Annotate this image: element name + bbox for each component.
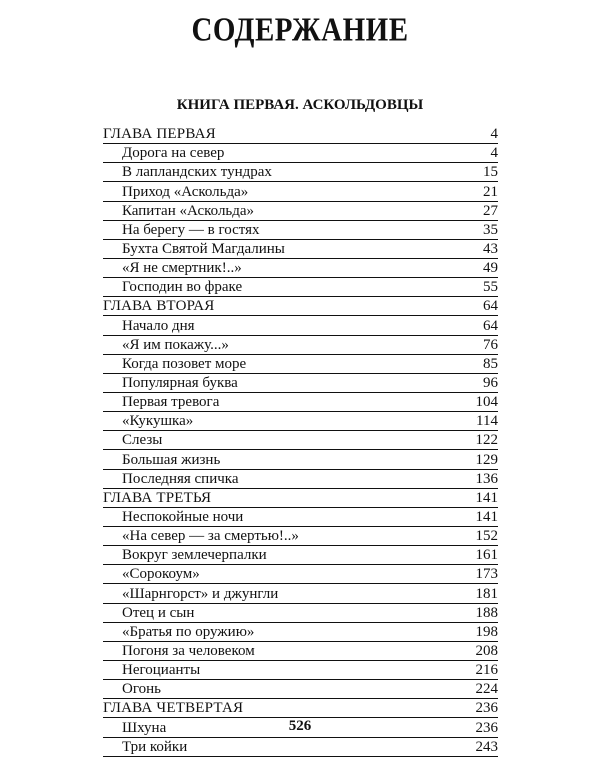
- toc-entry-title: Господин во фраке: [122, 279, 243, 296]
- toc-entry-title: Большая жизнь: [122, 451, 221, 468]
- toc-entry-title: В лапландских тундрах: [122, 164, 272, 181]
- toc-entry-title: «Братья по оружию»: [122, 623, 255, 640]
- toc-entry-row: [103, 259, 498, 278]
- toc-page-number: 104: [475, 394, 498, 411]
- toc-entry-title: На берегу — в гостях: [122, 221, 260, 238]
- toc-entry-title: Слезы: [122, 432, 163, 449]
- toc-chapter-row: [103, 699, 498, 718]
- toc-entry-row: [103, 221, 498, 240]
- toc-page-number: 236: [475, 719, 498, 736]
- toc-entry-row: [103, 393, 498, 412]
- toc-entry-row: [103, 202, 498, 221]
- toc-entry-title: Три койки: [122, 738, 188, 755]
- toc-chapter-row: [103, 297, 498, 316]
- page-number: 526: [288, 718, 312, 734]
- toc-entry-title: Приход «Аскольда»: [122, 183, 249, 200]
- toc-entry-row: [103, 680, 498, 699]
- toc-entry-title: Погоня за человеком: [122, 642, 255, 659]
- page-title: СОДЕРЖАНИЕ: [191, 11, 409, 49]
- toc-entry-row: [103, 412, 498, 431]
- toc-entry-title: «Шарнгорст» и джунгли: [122, 585, 279, 602]
- toc-entry-title: Неспокойные ночи: [122, 508, 244, 525]
- toc-page-number: 64: [483, 317, 498, 334]
- toc-page-number: 243: [475, 738, 498, 755]
- toc-entry-title: Огонь: [122, 681, 161, 698]
- book-heading: КНИГА ПЕРВАЯ. АСКОЛЬДОВЦЫ: [176, 97, 424, 113]
- toc-chapter-title: ГЛАВА ТРЕТЬЯ: [103, 489, 212, 506]
- toc-chapter-row: [103, 125, 498, 144]
- toc-entry-row: [103, 661, 498, 680]
- toc-page-number: 188: [475, 604, 498, 621]
- toc-entry-title: «Я им покажу...»: [122, 336, 229, 353]
- toc-page-number: 76: [483, 336, 498, 353]
- toc-page-number: 173: [475, 566, 498, 583]
- toc-entry-row: [103, 642, 498, 661]
- toc-entry-title: Первая тревога: [122, 394, 220, 411]
- toc-page-number: 96: [483, 374, 498, 391]
- toc-entry-row: [103, 144, 498, 163]
- toc-entry-row: [103, 565, 498, 584]
- toc-entry-row: [103, 336, 498, 355]
- toc-entry-title: Негоцианты: [122, 662, 201, 679]
- toc-page-number: 198: [475, 623, 498, 640]
- toc-entry-row: [103, 450, 498, 469]
- toc-entry-row: [103, 355, 498, 374]
- toc-page-number: 43: [483, 240, 498, 257]
- toc-entry-row: [103, 527, 498, 546]
- toc-entry-title: Последняя спичка: [122, 470, 239, 487]
- toc-entry-row: [103, 584, 498, 603]
- toc-page-number: 4: [490, 126, 498, 143]
- toc-entry-title: Капитан «Аскольда»: [122, 202, 255, 219]
- toc-entry-row: [103, 546, 498, 565]
- toc-entry-row: [103, 278, 498, 297]
- toc-entry-title: «На север — за смертью!..»: [122, 528, 299, 545]
- toc-page-number: 49: [483, 260, 498, 277]
- toc-entry-row: [103, 431, 498, 450]
- toc-chapter-row: [103, 489, 498, 508]
- toc-page-number: 181: [475, 585, 498, 602]
- toc-chapter-title: ГЛАВА ВТОРАЯ: [103, 298, 215, 315]
- toc-entry-row: [103, 316, 498, 335]
- toc-entry-title: Бухта Святой Магдалины: [122, 240, 285, 257]
- toc-page-number: 141: [475, 489, 498, 506]
- toc-page-number: 136: [475, 470, 498, 487]
- toc-page-number: 85: [483, 355, 498, 372]
- toc-page-number: 122: [475, 432, 498, 449]
- toc-entry-title: Дорога на север: [122, 145, 225, 162]
- toc-page-number: 35: [483, 221, 498, 238]
- toc-page-number: 216: [475, 662, 498, 679]
- toc-page-number: 15: [483, 164, 498, 181]
- toc-entry-row: [103, 738, 498, 757]
- toc-entry-row: [103, 374, 498, 393]
- toc-entry-row: [103, 604, 498, 623]
- toc-page-number: 208: [475, 642, 498, 659]
- toc-page-number: 21: [483, 183, 498, 200]
- toc-page-number: 55: [483, 279, 498, 296]
- toc-entry-title: Когда позовет море: [122, 355, 247, 372]
- toc-page-number: 114: [476, 413, 498, 430]
- toc-entry-title: Шхуна: [122, 719, 167, 736]
- toc-entry-row: [103, 470, 498, 489]
- toc-entry-row: [103, 508, 498, 527]
- toc-page-number: 64: [483, 298, 498, 315]
- toc-entry-title: Вокруг землечерпалки: [122, 547, 267, 564]
- toc-entry-title: «Я не смертник!..»: [122, 260, 242, 277]
- toc-page-number: 152: [475, 528, 498, 545]
- toc-page-number: 129: [475, 451, 498, 468]
- toc-entry-title: Начало дня: [122, 317, 195, 334]
- toc-entry-title: Популярная буква: [122, 374, 238, 391]
- toc-entry-row: [103, 163, 498, 182]
- toc-page-number: 141: [475, 508, 498, 525]
- toc-chapter-title: ГЛАВА ЧЕТВЕРТАЯ: [103, 700, 244, 717]
- table-of-contents: [103, 125, 498, 757]
- toc-page-number: 224: [475, 681, 498, 698]
- toc-entry-title: «Сорокоум»: [122, 566, 200, 583]
- toc-entry-row: [103, 623, 498, 642]
- toc-entry-row: [103, 182, 498, 201]
- toc-entry-row: [103, 240, 498, 259]
- toc-page-number: 236: [475, 700, 498, 717]
- toc-page-number: 27: [483, 202, 498, 219]
- toc-entry-title: «Кукушка»: [122, 413, 194, 430]
- toc-entry-title: Отец и сын: [122, 604, 195, 621]
- toc-chapter-title: ГЛАВА ПЕРВАЯ: [103, 126, 216, 143]
- toc-page-number: 4: [490, 145, 498, 162]
- toc-page-number: 161: [475, 547, 498, 564]
